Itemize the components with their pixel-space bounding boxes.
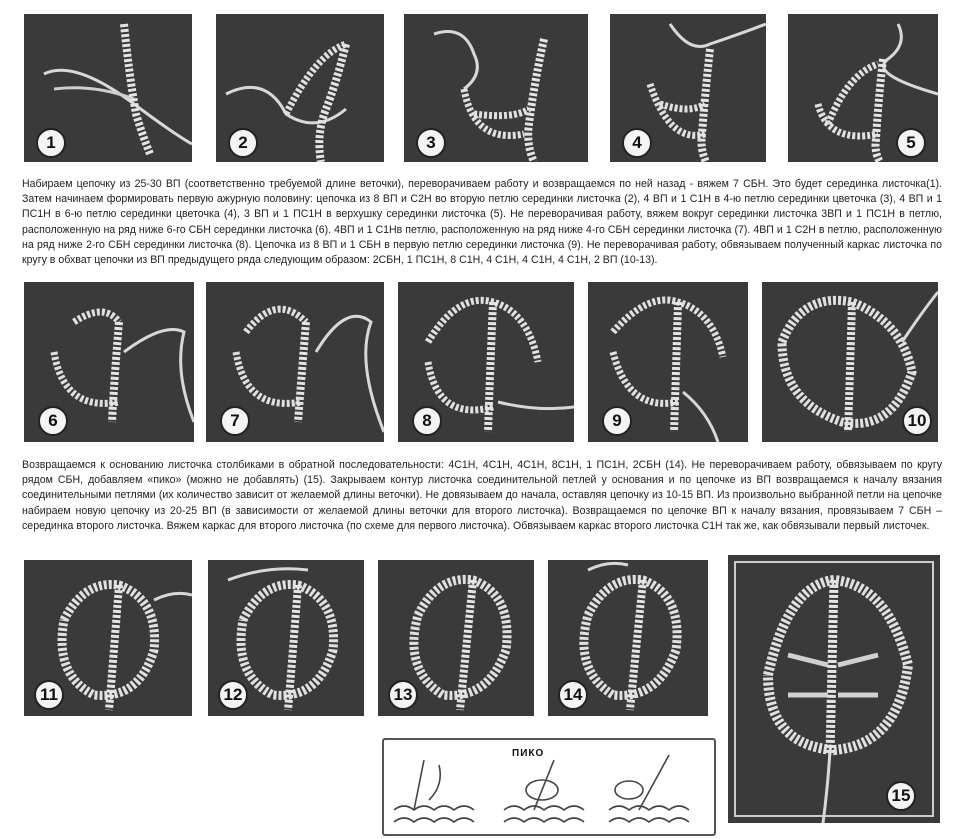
pico-diagram: [382, 738, 716, 836]
step-number-badge: 12: [218, 680, 248, 710]
step-photo-7: [206, 282, 384, 442]
step-number-badge: 5: [896, 128, 926, 158]
step-photo-12: [208, 560, 364, 716]
step-photo-15: [728, 555, 940, 823]
step-number-badge: 10: [902, 406, 932, 436]
step-photo-1: [24, 14, 192, 162]
step-photo-2: [216, 14, 384, 162]
step-photo-9: [588, 282, 748, 442]
step-number-badge: 13: [388, 680, 418, 710]
step-photo-6: [24, 282, 194, 442]
step-photo-13: [378, 560, 534, 716]
step-photo-14: [548, 560, 708, 716]
step-photo-3: [404, 14, 588, 162]
step-photo-11: [24, 560, 192, 716]
step-number-badge: 14: [558, 680, 588, 710]
step-number-badge: 8: [412, 406, 442, 436]
pico-stitch-illustration: [384, 740, 714, 834]
step-number-badge: 4: [622, 128, 652, 158]
step-number-badge: 1: [36, 128, 66, 158]
step-number-badge: 15: [886, 781, 916, 811]
step-number-badge: 6: [38, 406, 68, 436]
step-number-badge: 9: [602, 406, 632, 436]
step-number-badge: 3: [416, 128, 446, 158]
step-photo-4: [610, 14, 766, 162]
step-number-badge: 2: [228, 128, 258, 158]
step-photo-10: [762, 282, 938, 442]
instruction-paragraph-1: Набираем цепочку из 25-30 ВП (соответственно требуемой длине веточки), переворачиваем работу и возвращаемся по ней назад - вяжем 7 СБН. Это будет серединка листочка(1). Затем начинаем формировать первую ажурную половину: цепочка из 8 ВП и С2Н во вторую петлю серединки листочка (2), 4 ВП и 1 С1Н в 4-ю петлю серединки цветочка (3), 4 ВП и 1 ПС1Н в 6-ю петлю серединки цветочка (4), 3 ВП и 1 ПС1Н в верхушку серединки листочка (5). Не переворачивая работу, вяжем вокруг серединки листочка 3ВП и 1 ПС1Н в петлю, расположенную на ряд ниже 6-го СБН серединки листочка (6). 4ВП и 1 С1Нв петлю, расположенную на ряд ниже 4-го СБН серединки листочка (7). 4ВП и 1 С2Н в петлю, расположенную на ряд ниже 2-го СБН серединки листочка (8). Цепочка из 8 ВП и 1 СБН в первую петлю серединки листочка (9). Не переворачивая работу, обвязываем полученный каркас листочка по кругу в обхват цепочки из ВП предыдущего ряда следующим образом: 2СБН, 1 ПС1Н, 8 С1Н, 4 С1Н, 4 С1Н, 4 С1Н, 2 ВП (10-13).: [22, 178, 942, 267]
step-photo-8: [398, 282, 574, 442]
step-photo-5: [788, 14, 938, 162]
step-number-badge: 11: [34, 680, 64, 710]
pico-label: ПИКО: [512, 748, 545, 759]
step-number-badge: 7: [220, 406, 250, 436]
instruction-paragraph-2: Возвращаемся к основанию листочка столбиками в обратной последовательности: 4С1Н, 4С1Н, 4С1Н, 8С1Н, 1 ПС1Н, 2СБН (14). Не переворачиваем работу, обвязываем по кругу рядом СБН, добавляем «пико» (можно не добавлять) (15). Закрываем контур листочка соединительной петлей у основания и по цепочке из ВП возвращаемся к началу вязания соединительными петлями (их количество зависит от желаемой длины веточки). Не довязываем до начала, оставляя цепочку из 10-15 ВП. Из произвольно выбранной петли на цепочке набираем новую цепочку из 20-25 ВП (в зависимости от желаемой длины веточки для второго листочка). Возвращаемся по цепочке ВП к началу вязания, провязываем 7 СБН – серединка второго листочка. Вяжем каркас для второго листочка (по схеме для первого листочка). Обвязываем каркас второго листочка С1Н так же, как обвязывали первый листочек.: [22, 459, 942, 532]
